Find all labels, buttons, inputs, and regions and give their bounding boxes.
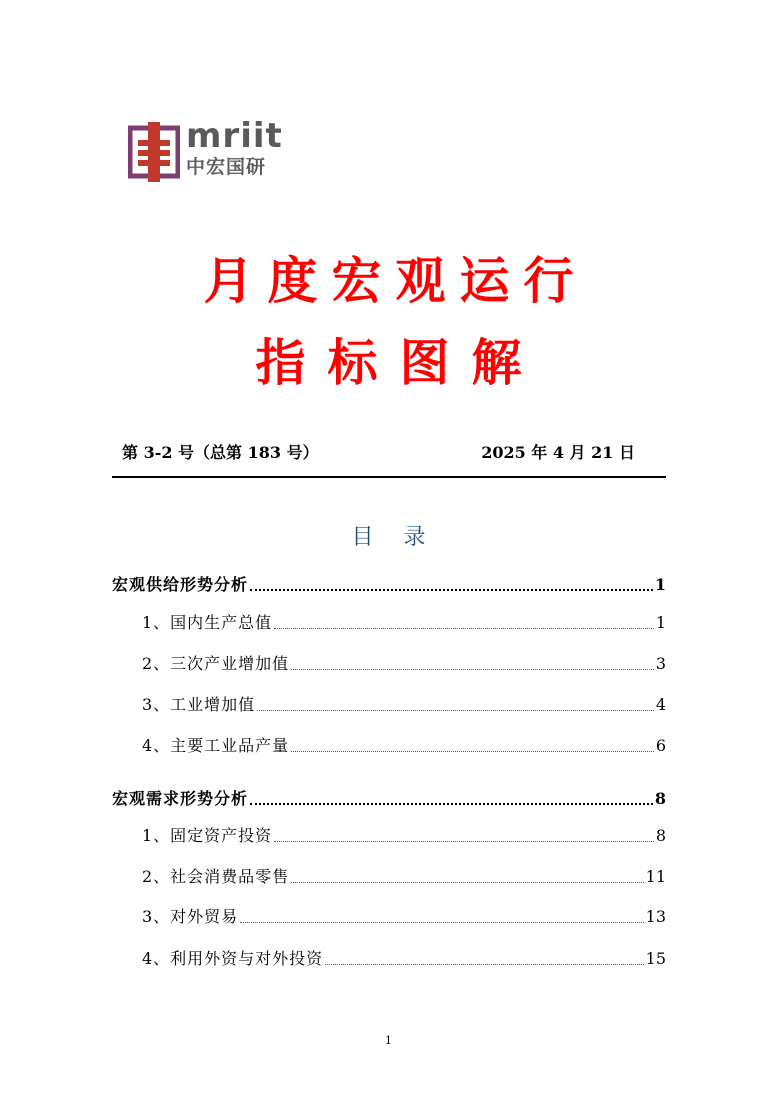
logo (128, 116, 288, 184)
toc-item[interactable] (142, 948, 666, 970)
logo-wordmark: mriit (186, 116, 283, 156)
toc-leader (240, 922, 643, 923)
toc-section[interactable] (112, 788, 666, 810)
toc-leader (325, 964, 643, 965)
toc-leader (274, 628, 654, 629)
toc-page: 8 (654, 789, 666, 808)
toc-leader (250, 803, 653, 805)
toc-item[interactable] (142, 906, 666, 928)
toc-item-label: 4、利用外资与对外投资 (142, 949, 324, 968)
toc-section[interactable] (112, 574, 666, 596)
toc-item[interactable] (142, 866, 666, 888)
toc-leader (257, 710, 654, 711)
toc-item-label: 3、对外贸易 (142, 907, 239, 926)
toc-heading: 目录 (351, 525, 456, 550)
toc-item-label: 4、主要工业品产量 (142, 736, 290, 755)
toc-page: 1 (654, 575, 666, 594)
toc-page: 1 (655, 613, 666, 632)
toc-item-label: 2、社会消费品零售 (142, 867, 290, 886)
toc-leader (274, 841, 654, 842)
toc-leader (291, 882, 643, 883)
logo-wordmark-cn: 中宏国研 (186, 156, 267, 178)
issue-number: 第 3-2 号（总第 183 号） (122, 443, 319, 462)
toc-item[interactable] (142, 612, 666, 634)
toc-item[interactable] (142, 694, 666, 716)
toc-item-label: 2、三次产业增加值 (142, 654, 290, 673)
report-title-line-2: 指标图解 (255, 334, 544, 392)
toc-leader (250, 589, 653, 591)
toc-page: 11 (645, 867, 666, 886)
toc-item-label: 1、国内生产总值 (142, 613, 273, 632)
toc-item[interactable] (142, 735, 666, 757)
toc-page: 15 (645, 949, 666, 968)
issue-date: 2025 年 4 月 21 日 (481, 443, 635, 462)
toc-page: 8 (655, 826, 666, 845)
toc-item[interactable] (142, 825, 666, 847)
toc-page: 6 (655, 736, 666, 755)
logo-mark-icon (128, 122, 180, 182)
toc-page: 4 (655, 695, 666, 714)
report-title-line-1: 月度宏观运行 (203, 252, 588, 310)
toc-page: 3 (655, 654, 666, 673)
toc-page: 13 (645, 907, 666, 926)
header-divider (112, 476, 666, 478)
toc-item[interactable] (142, 653, 666, 675)
page-number: 1 (385, 1034, 392, 1047)
toc-leader (291, 669, 654, 670)
toc-section-label: 宏观供给形势分析 (112, 575, 249, 594)
toc-leader (291, 751, 654, 752)
toc-section-label: 宏观需求形势分析 (112, 789, 249, 808)
toc-item-label: 3、工业增加值 (142, 695, 256, 714)
toc-item-label: 1、固定资产投资 (142, 826, 273, 845)
